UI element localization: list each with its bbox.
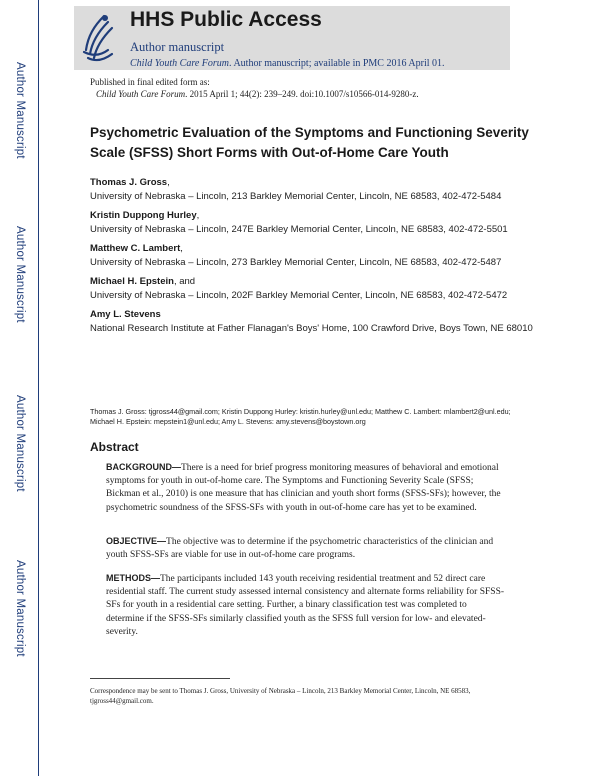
side-label-author-manuscript: Author Manuscript [14,62,26,159]
author-affiliation: University of Nebraska – Lincoln, 213 Barkley Memorial Center, Lincoln, NE 68583, 402-472-5484 [90,191,502,202]
author-suffix: , and [173,276,196,287]
author-name-text: Matthew C. Lambert [90,243,181,254]
author-name [90,242,550,256]
abstract-methods [106,572,506,639]
section-label: OBJECTIVE— [106,536,167,546]
abstract-background [106,461,506,515]
author-affiliation: University of Nebraska – Lincoln, 202F Barkley Memorial Center, Lincoln, NE 68583, 402-472-5472 [90,290,508,301]
author-name-text: Michael H. Epstein [90,276,174,287]
author-entry [90,242,550,270]
section-label: METHODS— [106,573,160,583]
author-entry [90,209,550,237]
author-name [90,209,550,223]
author-name-text: Kristin Duppong Hurley [90,210,197,221]
author-affiliation: National Research Institute at Father Flanagan's Boys' Home, 100 Crawford Drive, Boys Town, NE 68010 [90,323,533,334]
citation [96,89,419,99]
published-label: Published in final edited form as: [90,77,210,87]
correspondence-note: Correspondence may be sent to Thomas J. Gross, University of Nebraska – Lincoln, 213 Barkley Memorial Center, Lincoln, NE 68583, tjgross44@gmail.com. [90,687,471,705]
paper-title: Psychometric Evaluation of the Symptoms and Functioning Severity Scale (SFSS) Short Forms with Out-of-Home Care Youth [90,125,529,160]
author-suffix: , [196,210,200,221]
availability-line [130,58,445,69]
author-suffix: , [167,177,170,188]
hhs-title: HHS Public Access [130,8,322,31]
citation-journal: Child Youth Care Forum [96,89,186,99]
section-text: The participants included 143 youth receiving residential treatment and 52 direct care residential staff. The current study assessed internal consistency and alternate forms reliability for SFSS-SFs for youth in a residential care setting. Further, a binary classification test was completed to determine if the SFSS-SFs similarly classified youth as the SFSS full version for low- and elevated-severity. [106,574,505,637]
author-name-text: Amy L. Stevens [90,309,161,320]
hhs-eagle-icon [74,10,122,66]
section-text: The objective was to determine if the psychometric characteristics of the clinician and youth SFSS-SFs are viable for use in out-of-home care programs. [106,537,494,561]
section-label: BACKGROUND— [106,462,181,472]
section-text: There is a need for brief progress monitoring measures of behavioral and emotional symptoms for youth in out-of-home care. The Symptoms and Functioning Severity Scale (SFSS; Bickman et al., 2010) is one measure that has clinician and youth short forms (SFSS-SFs); however, the psychometric soundness of the SFSS-SFs with youth in out-of-home care has yet to be examined. [106,463,501,513]
side-label-author-manuscript: Author Manuscript [14,226,26,323]
author-manuscript-label: Author manuscript [130,40,225,54]
author-name [90,308,550,322]
author-suffix: , [180,243,183,254]
hhs-header [74,6,510,70]
author-affiliation: University of Nebraska – Lincoln, 273 Barkley Memorial Center, Lincoln, NE 68583, 402-472-5487 [90,257,502,268]
margin-rule [38,0,39,776]
side-label-author-manuscript: Author Manuscript [14,395,26,492]
author-emails: Thomas J. Gross: tjgross44@gmail.com; Kristin Duppong Hurley: kristin.hurley@unl.edu; Matthew C. Lambert: mlambert2@unl.edu; Michael H. Epstein: mepstein1@unl.edu; Amy L. Stevens: amy.stevens@boystown.org [90,407,511,426]
author-entry [90,176,550,204]
author-name [90,275,550,289]
author-name-text: Thomas J. Gross [90,177,168,188]
author-list [90,176,550,341]
author-entry [90,275,550,303]
author-entry [90,308,550,336]
footnote-rule [90,678,230,679]
journal-name: Child Youth Care Forum [130,58,229,69]
availability-text: . Author manuscript; available in PMC 2016 April 01. [229,58,445,69]
side-label-author-manuscript: Author Manuscript [14,560,26,657]
author-name [90,176,550,190]
abstract-heading: Abstract [90,440,139,454]
abstract-objective [106,535,506,562]
citation-details: . 2015 April 1; 44(2): 239–249. doi:10.1007/s10566-014-9280-z. [185,89,419,99]
author-affiliation: University of Nebraska – Lincoln, 247E Barkley Memorial Center, Lincoln, NE 68583, 402-472-5501 [90,224,508,235]
